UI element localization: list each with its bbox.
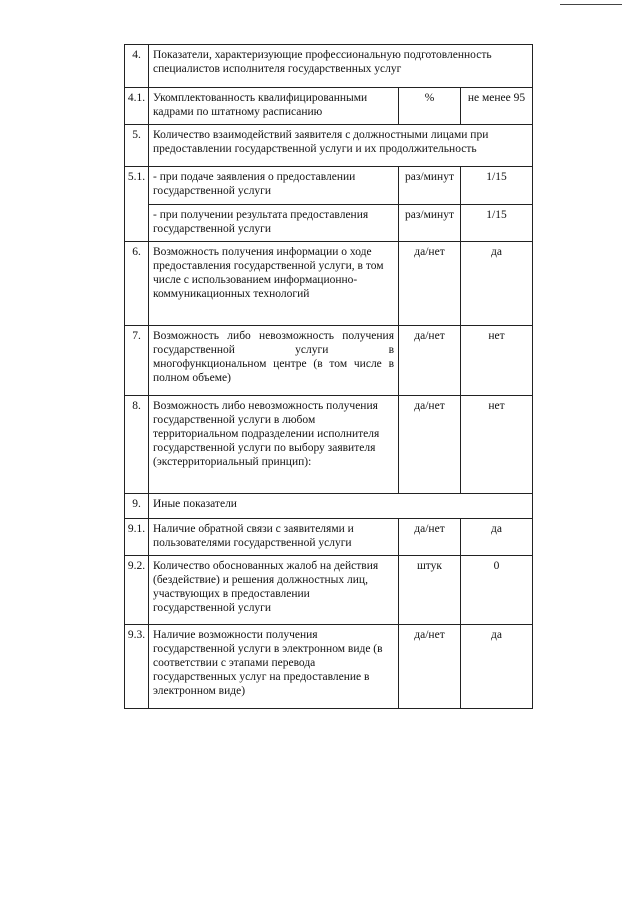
table-row [125, 88, 533, 125]
row-number: 7. [125, 326, 149, 396]
row-number: 4. [125, 45, 149, 88]
indicator-value: не менее 95 [461, 88, 533, 125]
indicator-unit: штук [399, 556, 461, 625]
indicator-value: да [461, 519, 533, 556]
indicator-unit: да/нет [399, 242, 461, 326]
table-row [125, 45, 533, 88]
row-number: 9.2. [125, 556, 149, 625]
indicator-text: Возможность либо невозможность получения государственной услуги в многофункциональном центре (в том числе в полном объеме) [149, 326, 399, 396]
section-heading: Иные показатели [149, 494, 533, 519]
indicator-text: Наличие обратной связи с заявителями и пользователями государственной услуги [149, 519, 399, 556]
table-row [125, 396, 533, 494]
indicator-value: да [461, 242, 533, 326]
indicator-text: Укомплектованность квалифицированными кадрами по штатному расписанию [149, 88, 399, 125]
indicator-value: да [461, 625, 533, 709]
indicator-value: нет [461, 396, 533, 494]
indicator-text: Возможность получения информации о ходе предоставления государственной услуги, в том числе с использованием информационно-коммуникационных технологий [149, 242, 399, 326]
indicator-unit: раз/минут [399, 205, 461, 242]
indicator-unit: раз/минут [399, 167, 461, 205]
indicator-unit: да/нет [399, 396, 461, 494]
row-number: 9.3. [125, 625, 149, 709]
row-number: 8. [125, 396, 149, 494]
indicator-value: 1/15 [461, 205, 533, 242]
table-row [125, 205, 533, 242]
row-number: 9. [125, 494, 149, 519]
table-row [125, 326, 533, 396]
page-top-rule [560, 4, 622, 5]
indicator-text: Наличие возможности получения государственной услуги в электронном виде (в соответствии с этапами перевода государственных услуг на предоставление в электронном виде) [149, 625, 399, 709]
indicator-unit: да/нет [399, 519, 461, 556]
indicator-unit: да/нет [399, 326, 461, 396]
indicator-value: нет [461, 326, 533, 396]
service-indicators-table [124, 44, 533, 709]
indicator-text: Количество обоснованных жалоб на действия (бездействие) и решения должностных лиц, участвующих в предоставлении государственной услуги [149, 556, 399, 625]
row-number: 9.1. [125, 519, 149, 556]
section-heading: Количество взаимодействий заявителя с должностными лицами при предоставлении государственной услуги и их продолжительность [149, 125, 533, 167]
indicator-unit: % [399, 88, 461, 125]
indicator-text: - при получении результата предоставления государственной услуги [149, 205, 399, 242]
indicator-value: 0 [461, 556, 533, 625]
indicator-text: Возможность либо невозможность получения государственной услуги в любом территориальном подразделении исполнителя государственной услуги по выбору заявителя (экстерриториальный принцип): [149, 396, 399, 494]
table-row [125, 494, 533, 519]
table-row [125, 125, 533, 167]
row-number: 5.1. [125, 167, 149, 242]
table-row [125, 242, 533, 326]
indicator-text: - при подаче заявления о предоставлении государственной услуги [149, 167, 399, 205]
table-row [125, 167, 533, 205]
table-row [125, 556, 533, 625]
table-row [125, 625, 533, 709]
table-row [125, 519, 533, 556]
row-number: 4.1. [125, 88, 149, 125]
indicator-unit: да/нет [399, 625, 461, 709]
indicator-value: 1/15 [461, 167, 533, 205]
section-heading: Показатели, характеризующие профессиональную подготовленность специалистов исполнителя государственных услуг [149, 45, 533, 88]
row-number: 5. [125, 125, 149, 167]
row-number: 6. [125, 242, 149, 326]
